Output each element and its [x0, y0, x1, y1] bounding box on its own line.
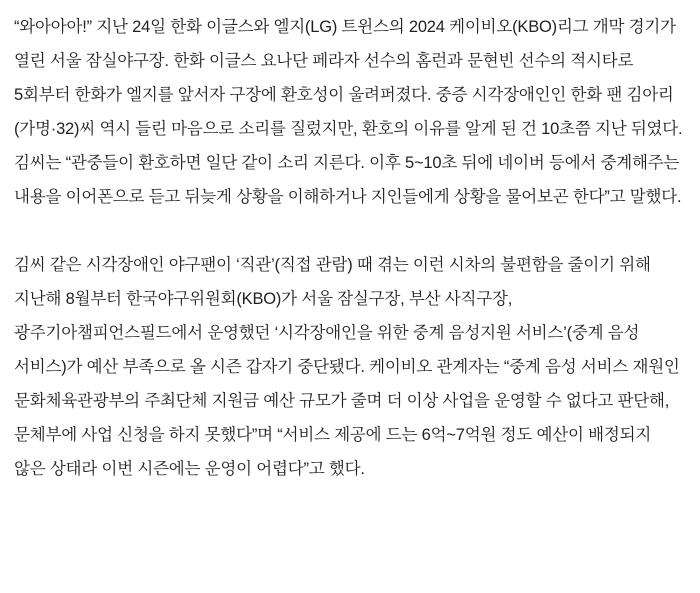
article-paragraph-2: 김씨 같은 시각장애인 야구팬이 ‘직관’(직접 관람) 때 겪는 이런 시차의 불편함을 줄이기 위해 지난해 8월부터 한국야구위원회(KBO)가 서울 잠실구장, 부산 사직구장, 광주기아챔피언스필드에서 운영했던 ‘시각장애인을 위한 중계 음성지원 서비스’(중계 음성 서비스)가 예산 부족으로 올 시즌 갑자기 중단됐다. 케이비오 관계자는 “중계 음성 서비스 재원인 문화체육관광부의 주최단체 지원금 예산 규모가 줄며 더 이상 사업을 운영할 수 없다고 판단해, 문체부에 사업 신청을 하지 못했다”며 “서비스 제공에 드는 6억~7억원 정도 예산이 배정되지 않은 상태라 이번 시즌에는 운영이 어렵다”고 했다.: [14, 256, 680, 478]
article-paragraph-1: “와아아아!” 지난 24일 한화 이글스와 엘지(LG) 트윈스의 2024 케이비오(KBO)리그 개막 경기가 열린 서울 잠실야구장. 한화 이글스 요나단 페라자 선수의 홈런과 문현빈 선수의 적시타로 5회부터 한화가 엘지를 앞서자 구장에 환호성이 울려퍼졌다. 중증 시각장애인인 한화 팬 김아리(가명·32)씨 역시 들린 마음으로 소리를 질렀지만, 환호의 이유를 알게 된 건 10초쯤 지난 뒤였다. 김씨는 “관중들이 환호하면 일단 같이 소리 지른다. 이후 5~10초 뒤에 네이버 등에서 중계해주는 내용을 이어폰으로 듣고 뒤늦게 상황을 이해하거나 지인들에게 상황을 물어보곤 한다”고 말했다.: [14, 18, 683, 206]
